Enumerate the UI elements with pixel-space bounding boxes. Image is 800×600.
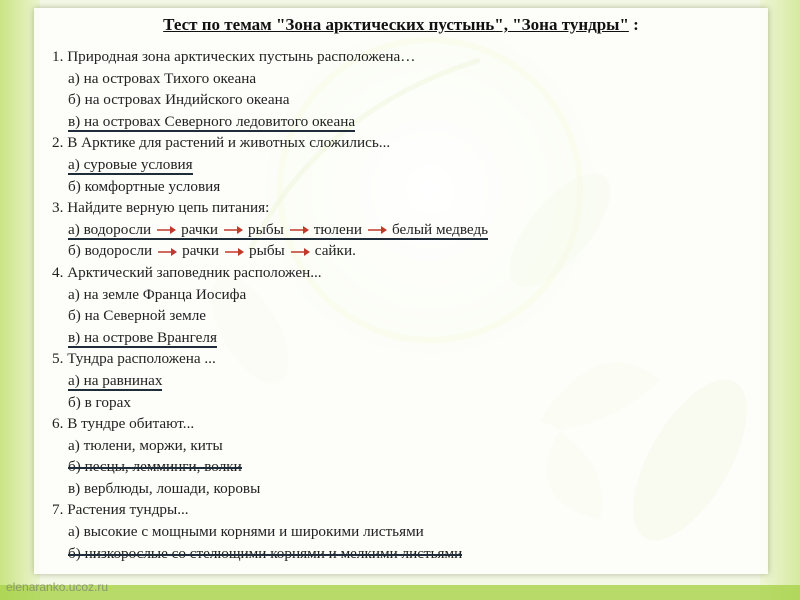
page-title	[34, 15, 768, 35]
arrow-right-icon	[224, 225, 244, 235]
question-5: 5. Тундра расположена ...	[52, 350, 216, 368]
question-2: 2. В Арктике для растений и животных сложились...	[52, 134, 391, 152]
test-content	[52, 46, 488, 564]
chain-b-item: рачки	[182, 242, 220, 260]
arrow-right-icon	[157, 225, 177, 235]
question-3: 3. Найдите верную цепь питания:	[52, 199, 270, 217]
chain-a-item: водоросли	[83, 220, 152, 238]
chain-b-prefix: б)	[68, 242, 81, 260]
arrow-right-icon	[368, 225, 388, 235]
question-6: 6. В тундре обитают...	[52, 415, 195, 433]
chain-b-item: рыбы	[249, 242, 285, 260]
question-1: 1. Природная зона арктических пустынь расположена…	[52, 48, 416, 65]
answer-4a: а) на земле Франца Иосифа	[68, 285, 247, 303]
chain-a-item: рачки	[181, 220, 219, 238]
chain-a-item: белый медведь	[391, 220, 489, 238]
answer-6b-marked: б) песцы, лемминги, волки	[68, 458, 242, 476]
food-chain-a	[68, 221, 488, 240]
answer-5a-marked: а) на равнинах	[68, 371, 163, 389]
answer-5b: б) в горах	[68, 393, 131, 411]
answer-7b	[52, 543, 488, 565]
answer-7a: а) высокие с мощными корнями и широкими листьями	[68, 523, 424, 541]
answer-4c	[52, 327, 488, 349]
arrow-right-icon	[225, 247, 245, 257]
question-7: 7. Растения тундры...	[52, 501, 189, 519]
question-4: 4. Арктический заповедник расположен...	[52, 263, 322, 281]
chain-a-item: рыбы	[248, 220, 284, 238]
answer-1c-marked: в) на островах Северного ледовитого океана	[68, 112, 356, 130]
title-suffix: :	[628, 15, 639, 34]
answer-1a: а) на островах Тихого океана	[68, 69, 257, 87]
title-text: Тест по темам "Зона арктических пустынь", "Зона тундры"	[163, 15, 629, 34]
answer-1c	[52, 111, 488, 133]
answer-6c: в) верблюды, лошади, коровы	[68, 479, 261, 497]
arrow-right-icon	[158, 247, 178, 257]
site-watermark: elenaranko.ucoz.ru	[6, 580, 109, 594]
answer-2b: б) комфортные условия	[68, 177, 221, 195]
answer-7b-marked: б) низкорослые со стелющими корнями и мелкими листьями	[68, 544, 463, 562]
answer-4c-marked: в) на острове Врангеля	[68, 328, 217, 346]
answer-6b	[52, 456, 488, 478]
chain-a-prefix: а)	[68, 220, 80, 238]
answer-1b: б) на островах Индийского океана	[68, 91, 290, 109]
answer-2a	[52, 154, 488, 176]
chain-b-item: водоросли	[84, 242, 153, 260]
chain-b-item: сайки.	[314, 242, 356, 260]
answer-4b: б) на Северной земле	[68, 307, 207, 325]
chain-a-item: тюлени	[313, 220, 362, 238]
arrow-right-icon	[291, 247, 311, 257]
answer-5a	[52, 370, 488, 392]
arrow-right-icon	[290, 225, 310, 235]
answer-6a: а) тюлени, моржи, киты	[68, 436, 223, 454]
answer-3a	[52, 219, 488, 241]
answer-2a-marked: а) суровые условия	[68, 155, 193, 173]
answer-3b	[52, 240, 488, 262]
